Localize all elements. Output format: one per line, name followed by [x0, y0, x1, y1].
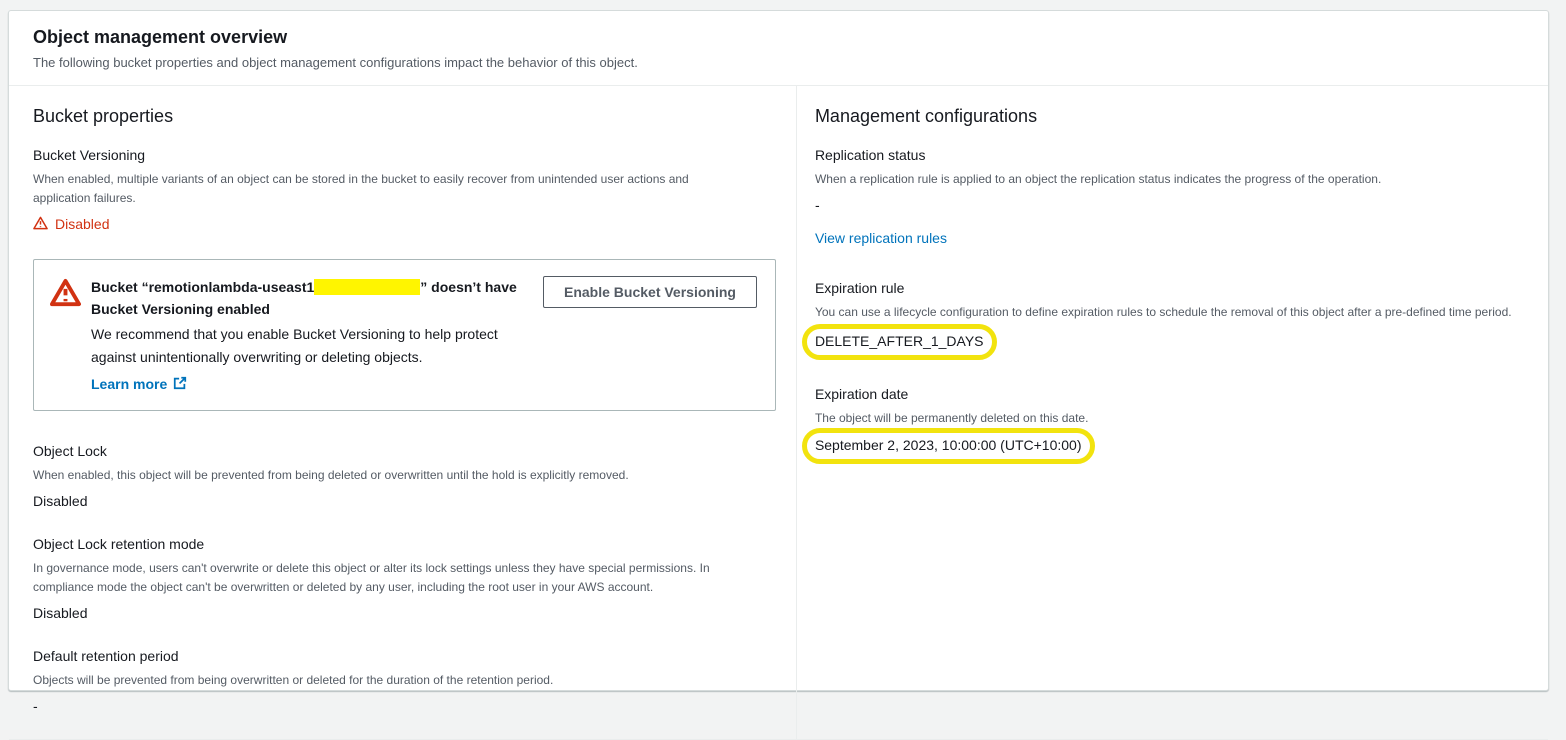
retention-mode-label: Object Lock retention mode [33, 535, 205, 552]
bucket-versioning-description: When enabled, multiple variants of an object can be stored in the bucket to easily recover from unintended user actions and application failures. [33, 172, 689, 206]
external-link-icon [173, 376, 187, 393]
object-lock-label: Object Lock [33, 443, 107, 460]
object-lock-description: When enabled, this object will be prevented from being deleted or overwritten until the hold is explicitly removed. [33, 468, 629, 483]
expiration-date-description: The object will be permanently deleted on this date. [814, 410, 1089, 425]
error-triangle-icon [50, 276, 81, 312]
retention-mode-description: In governance mode, users can't overwrite or delete this object or alter its lock settings unless they have special permissions. In compliance mode the object can't be overwritten or deleted by any user, including the root user in your AWS account. [33, 560, 710, 594]
field-retention-mode [33, 536, 776, 624]
bucket-properties-heading: Bucket properties [33, 106, 174, 127]
field-bucket-versioning [33, 147, 776, 234]
alert-title [91, 276, 543, 321]
default-retention-value: - [33, 697, 38, 714]
learn-more-link[interactable] [91, 376, 187, 393]
bucket-versioning-label: Bucket Versioning [33, 147, 146, 164]
bucket-versioning-status [33, 216, 109, 233]
expiration-rule-value: DELETE_AFTER_1_DAYS [814, 333, 984, 350]
field-object-lock [33, 443, 776, 512]
management-configurations-heading: Management configurations [814, 106, 1038, 127]
object-management-card [8, 10, 1549, 714]
bucket-properties-section [9, 86, 797, 738]
field-expiration-date [815, 386, 1524, 456]
default-retention-description: Objects will be prevented from being overwritten or deleted for the duration of the retention period. [33, 672, 554, 687]
field-replication-status [815, 147, 1524, 248]
field-expiration-rule [815, 280, 1524, 352]
content-columns [9, 86, 1548, 739]
object-lock-value: Disabled [33, 493, 88, 510]
expiration-date-value: September 2, 2023, 10:00:00 (UTC+10:00) [814, 436, 1082, 453]
expiration-date-value-wrapper [815, 436, 1082, 456]
alert-title-pre: Bucket “remotionlambda-useast1 [91, 278, 315, 295]
redacted-bucket-name [314, 279, 420, 295]
alert-action [543, 276, 757, 308]
view-replication-rules-link[interactable]: View replication rules [814, 229, 947, 246]
learn-more-label: Learn more [91, 376, 168, 393]
alert-body: We recommend that you enable Bucket Versioning to help protect against unintentionally overwriting or deleting objects. [91, 326, 498, 366]
management-configurations-section [797, 86, 1548, 738]
bucket-versioning-status-text: Disabled [55, 216, 110, 233]
card-header [9, 11, 1548, 86]
replication-status-value: - [814, 197, 820, 214]
replication-status-label: Replication status [814, 147, 926, 164]
expiration-date-label: Expiration date [814, 385, 909, 402]
page-title: Object management overview [33, 27, 288, 47]
expiration-rule-label: Expiration rule [814, 279, 905, 296]
page-subtitle: The following bucket properties and object management configurations impact the behavior of this object. [33, 55, 638, 70]
alert-title-post: ” doesn’t have Bucket Versioning enabled [91, 278, 517, 317]
replication-status-description: When a replication rule is applied to an object the replication status indicates the progress of the operation. [814, 172, 1382, 187]
default-retention-label: Default retention period [33, 647, 179, 664]
warning-triangle-icon [33, 216, 48, 233]
field-default-retention [33, 648, 776, 717]
versioning-alert [33, 259, 776, 411]
expiration-rule-value-wrapper [815, 332, 984, 352]
enable-bucket-versioning-button[interactable]: Enable Bucket Versioning [543, 276, 757, 308]
alert-content [91, 276, 543, 394]
expiration-rule-description: You can use a lifecycle configuration to define expiration rules to schedule the removal of this object after a pre-defined time period. [814, 304, 1512, 319]
retention-mode-value: Disabled [33, 605, 88, 622]
